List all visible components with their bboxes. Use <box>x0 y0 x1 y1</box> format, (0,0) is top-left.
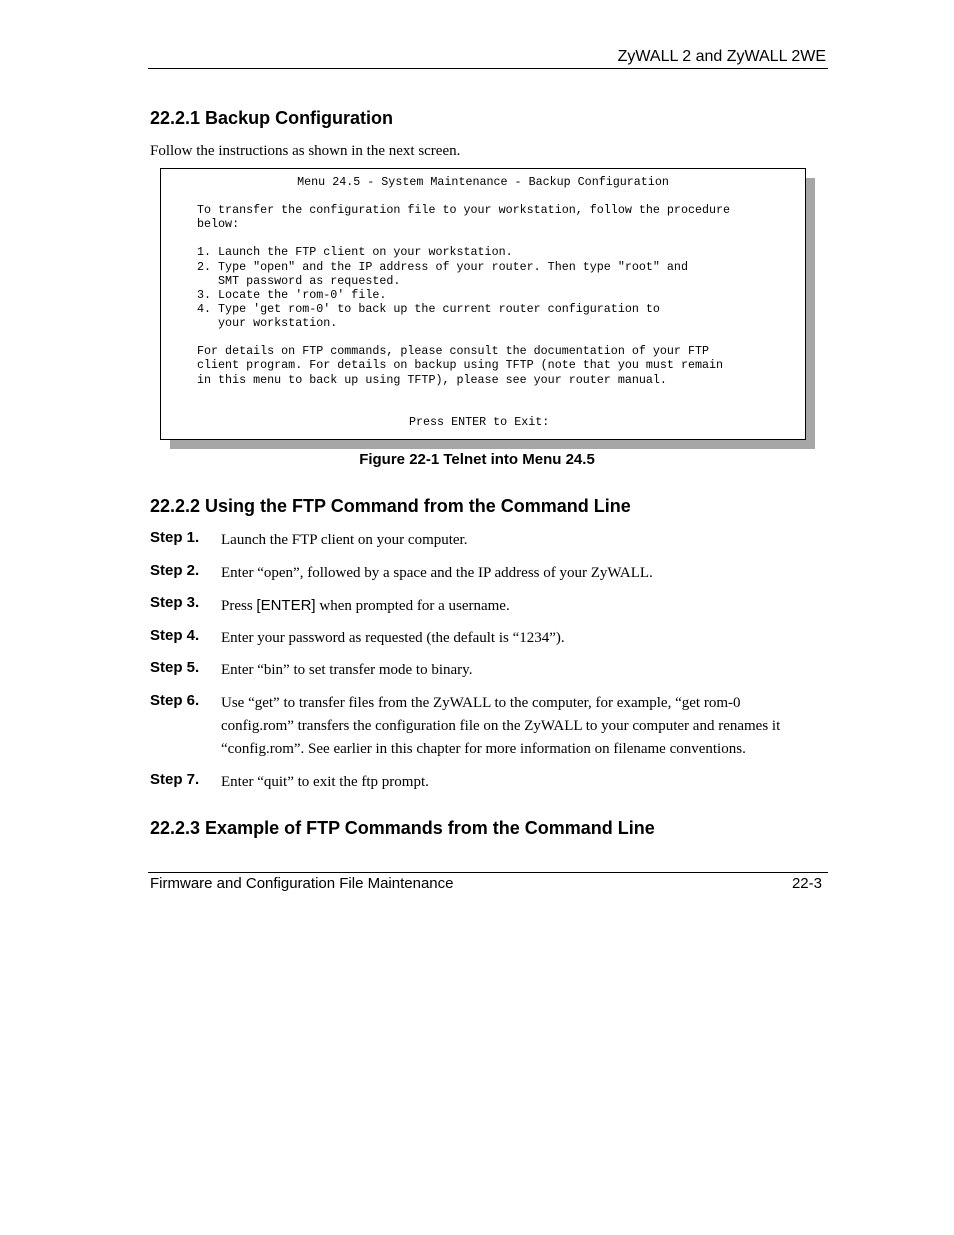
step-text: Enter “bin” to set transfer mode to binary. <box>221 662 473 678</box>
footer-chapter-title: Firmware and Configuration File Maintenance <box>150 875 454 892</box>
step-text: Use “get” to transfer files from the ZyWALL to the computer, for example, “get rom-0 config.rom” transfers the configuration file on the ZyWALL to your computer and renames it “config.rom”. See earlier in this chapter for more information on filename conventions. <box>221 695 781 757</box>
screen-prompt: Press ENTER to Exit: <box>409 415 550 429</box>
step-text-before: Press <box>221 598 257 614</box>
screen-line: 4. Type 'get rom-0' to back up the current router configuration to <box>197 302 660 316</box>
running-header: ZyWALL 2 and ZyWALL 2WE <box>617 48 826 65</box>
key-label: [ENTER] <box>256 597 316 614</box>
step-label: Step 6. <box>150 692 200 709</box>
page-number: 22-3 <box>791 875 822 892</box>
footer-rule <box>148 872 828 873</box>
screen-line: 3. Locate the 'rom-0' file. <box>197 288 387 302</box>
step-text-after: when prompted for a username. <box>315 598 510 614</box>
section-heading-backup: 22.2.1 Backup Configuration <box>150 108 394 128</box>
step-label: Step 4. <box>150 627 200 644</box>
step-text <box>221 594 811 618</box>
screen-line: SMT password as requested. <box>197 274 401 288</box>
step-text: Enter “open”, followed by a space and the IP address of your ZyWALL. <box>221 565 653 581</box>
screen-line: client program. For details on backup using TFTP (note that you must remain <box>197 358 724 372</box>
header-rule <box>148 68 828 69</box>
step-text: Enter “quit” to exit the ftp prompt. <box>221 774 429 790</box>
section-heading-ftp-example: 22.2.3 Example of FTP Commands from the Command Line <box>150 818 655 838</box>
screen-line: your workstation. <box>197 316 338 330</box>
step-label: Step 7. <box>150 771 200 788</box>
screen-line: 2. Type "open" and the IP address of your router. Then type "root" and <box>197 260 688 274</box>
step-text: Enter your password as requested (the default is “1234”). <box>221 630 565 646</box>
screen-line: 1. Launch the FTP client on your workstation. <box>197 245 513 259</box>
screen-title: Menu 24.5 - System Maintenance - Backup Configuration <box>297 175 669 189</box>
screen-line: below: <box>197 217 240 231</box>
intro-paragraph: Follow the instructions as shown in the next screen. <box>150 143 461 159</box>
step-label: Step 2. <box>150 562 200 579</box>
step-label: Step 5. <box>150 659 200 676</box>
screen-line: For details on FTP commands, please consult the documentation of your FTP <box>197 344 709 358</box>
section-heading-ftp-command: 22.2.2 Using the FTP Command from the Command Line <box>150 496 631 516</box>
step-label: Step 1. <box>150 529 200 546</box>
screen-line: To transfer the configuration file to your workstation, follow the procedure <box>197 203 731 217</box>
figure-caption: Figure 22-1 Telnet into Menu 24.5 <box>359 451 595 468</box>
step-label: Step 3. <box>150 594 200 611</box>
telnet-screen <box>160 168 806 440</box>
step-text: Launch the FTP client on your computer. <box>221 532 468 548</box>
screen-line: in this menu to back up using TFTP), please see your router manual. <box>197 373 667 387</box>
